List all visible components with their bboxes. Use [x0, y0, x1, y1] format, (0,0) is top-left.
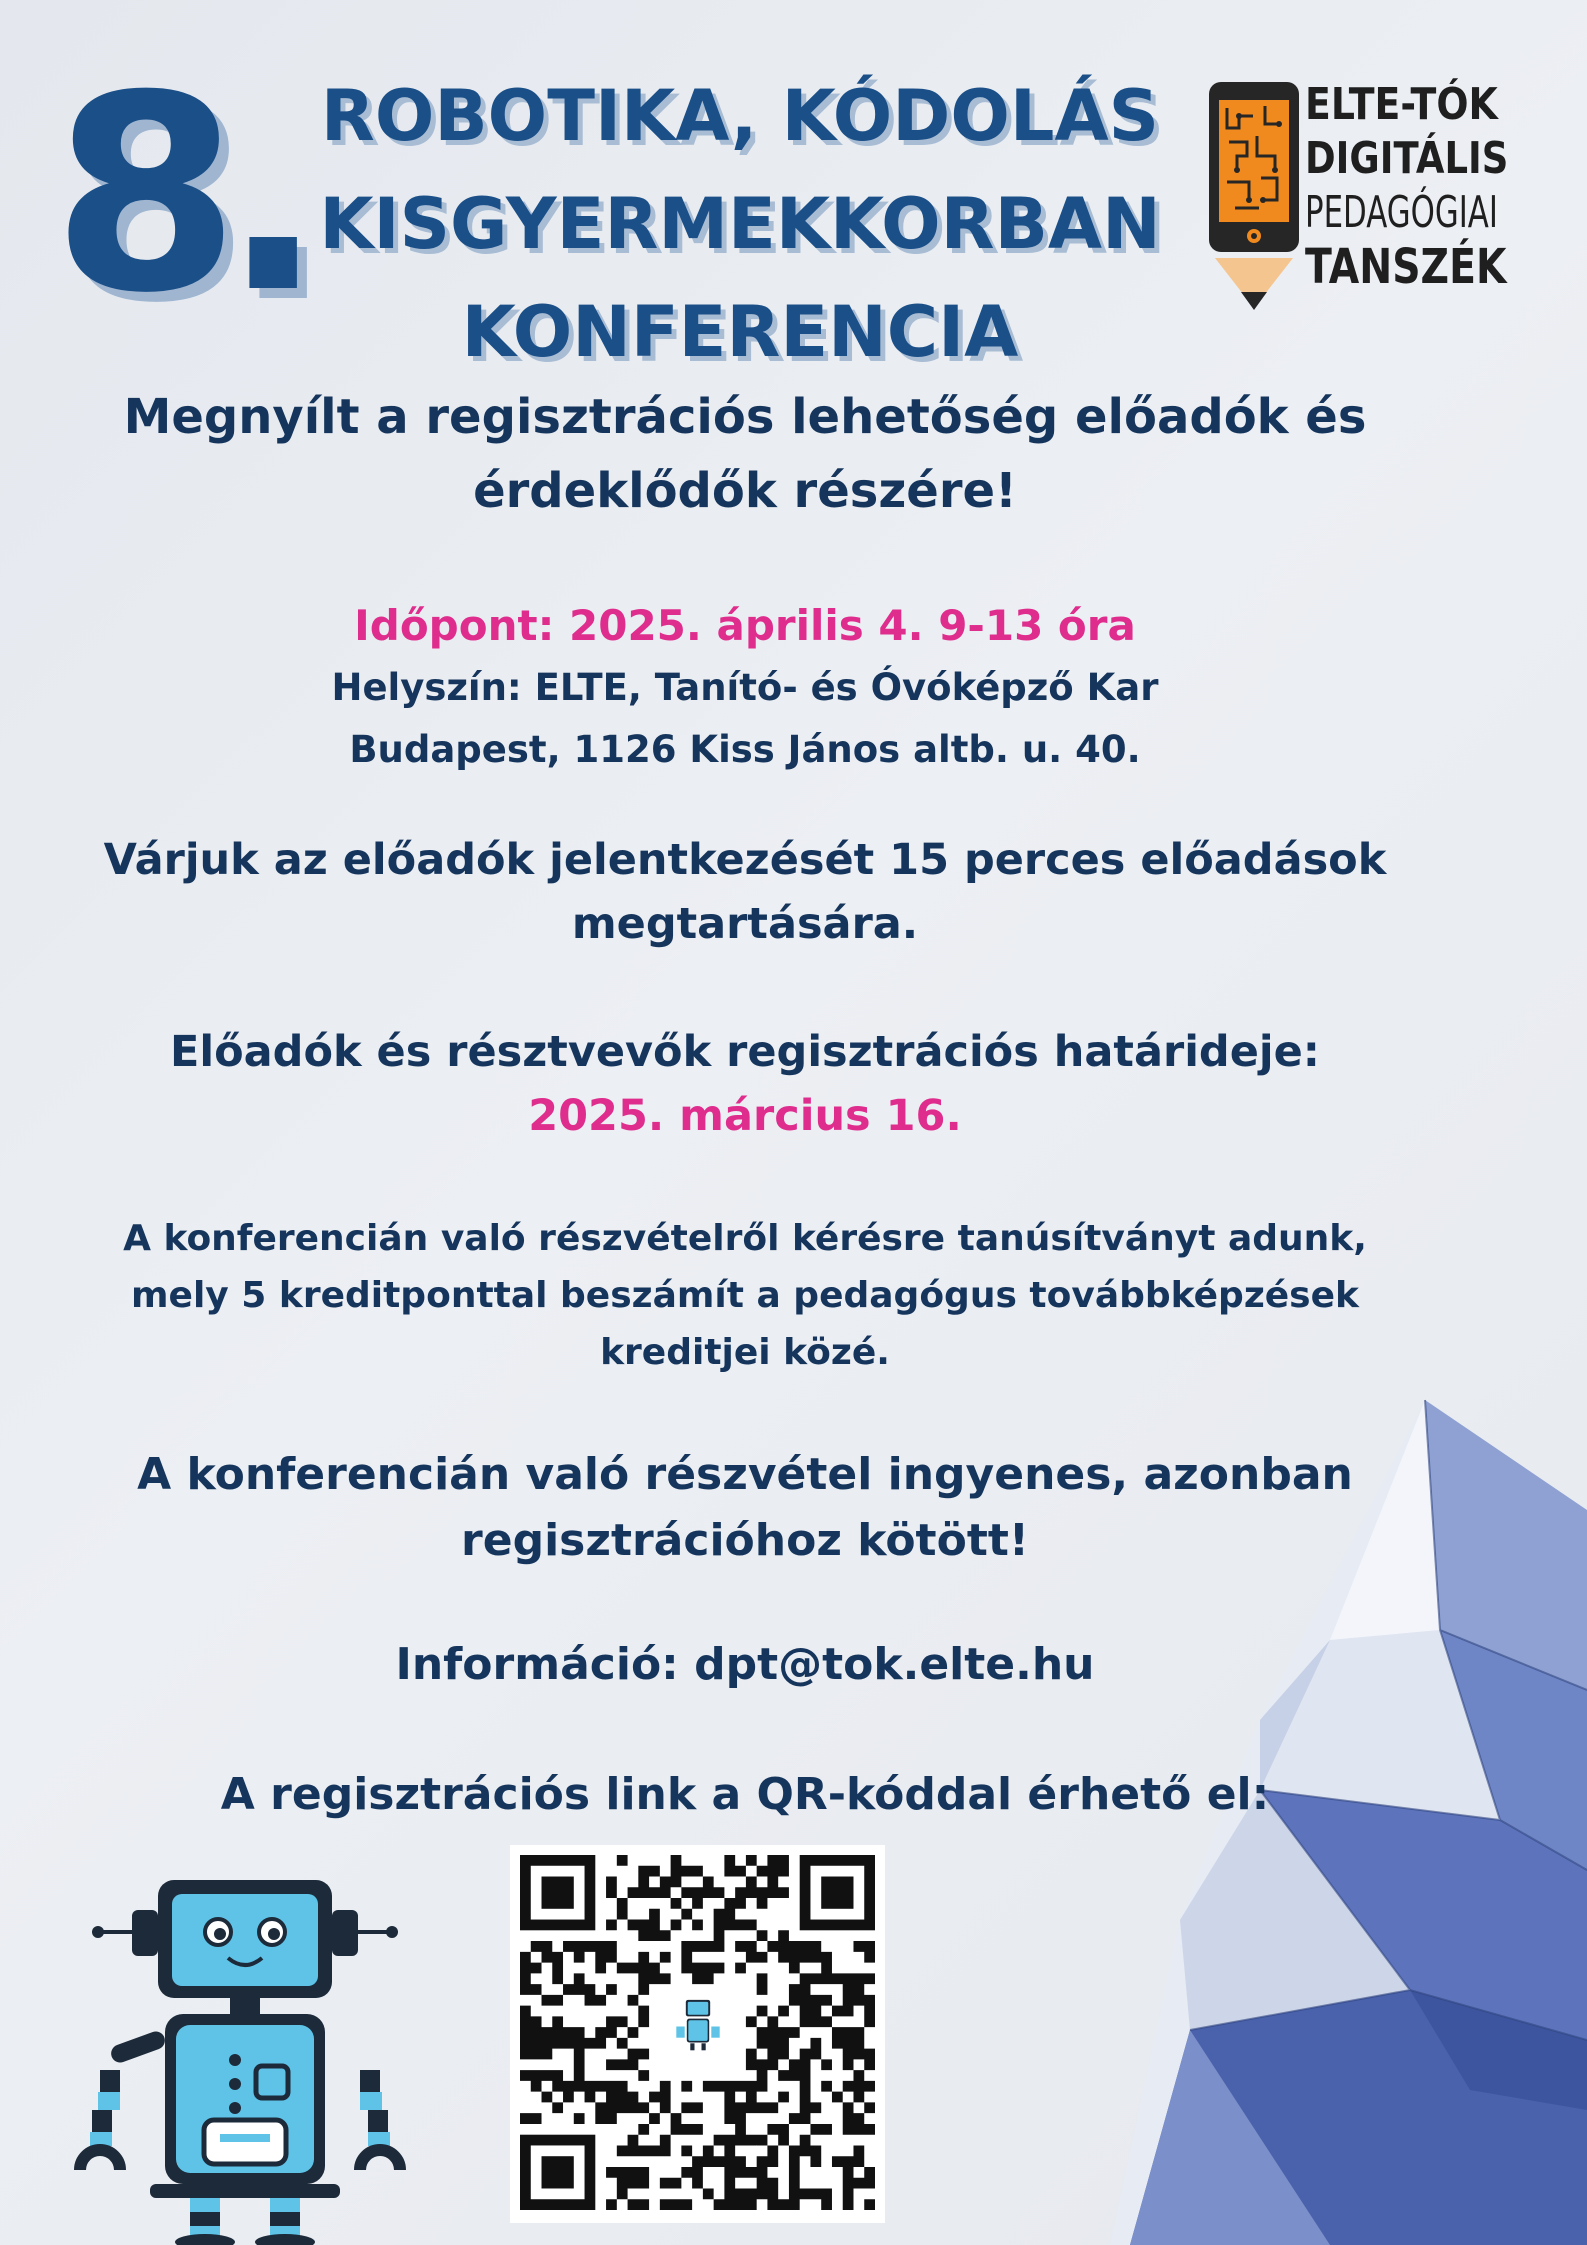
- free-line-1: A konferencián való részvétel ingyenes, azonban: [137, 1449, 1353, 1500]
- event-details: [100, 595, 1390, 781]
- speakers-line-1: Várjuk az előadók jelentkezését 15 perces előadások: [103, 835, 1387, 885]
- registration-text: A regisztrációs link a QR-kóddal érhető el:: [220, 1769, 1270, 1820]
- page-title: [300, 62, 1180, 386]
- qr-code-icon: [510, 1845, 885, 2223]
- intro-text: [100, 380, 1390, 528]
- logo-line-1: ELTE-TÓK: [1305, 79, 1498, 130]
- logo-text: [1305, 78, 1540, 294]
- event-number: 8.: [52, 37, 307, 352]
- logo-line-2: DIGITÁLIS: [1305, 133, 1509, 184]
- certificate-text: [100, 1210, 1390, 1381]
- certificate-line-1: A konferencián való részvételről kérésre tanúsítványt adunk,: [123, 1218, 1367, 1259]
- deadline-date: 2025. március 16.: [528, 1091, 962, 1141]
- intro-line-2: érdeklődők részére!: [473, 463, 1017, 519]
- qr-code[interactable]: [510, 1845, 885, 2223]
- event-location-line-2: Budapest, 1126 Kiss János altb. u. 40.: [349, 728, 1141, 771]
- logo-line-3: PEDAGÓGIAI: [1305, 187, 1498, 238]
- event-time: Időpont: 2025. április 4. 9-13 óra: [354, 601, 1136, 650]
- logo-line-4: TANSZÉK: [1305, 239, 1507, 295]
- speakers-call: [100, 828, 1390, 956]
- department-logo: [1205, 78, 1535, 328]
- title-line-3: KONFERENCIA: [461, 291, 1019, 373]
- event-location-line-1: Helyszín: ELTE, Tanító- és Óvóképző Kar: [331, 666, 1159, 709]
- certificate-line-3: kreditjei közé.: [600, 1332, 890, 1373]
- deadline: [100, 1020, 1390, 1148]
- title-line-1: ROBOTIKA, KÓDOLÁS: [320, 75, 1160, 157]
- intro-line-1: Megnyílt a regisztrációs lehetőség előadók és: [123, 389, 1367, 445]
- speakers-line-2: megtartására.: [571, 899, 919, 949]
- info-contact: Információ: dpt@tok.elte.hu: [395, 1639, 1095, 1690]
- certificate-line-2: mely 5 kreditponttal beszámít a pedagógus továbbképzések: [131, 1275, 1359, 1316]
- deadline-label: Előadók és résztvevők regisztrációs határideje:: [170, 1027, 1320, 1077]
- robot-icon: [70, 1870, 420, 2245]
- phone-pencil-icon: [1205, 78, 1305, 318]
- free-participation: [100, 1442, 1390, 1574]
- free-line-2: regisztrációhoz kötött!: [461, 1515, 1029, 1566]
- title-line-2: KISGYERMEKKORBAN: [319, 183, 1161, 265]
